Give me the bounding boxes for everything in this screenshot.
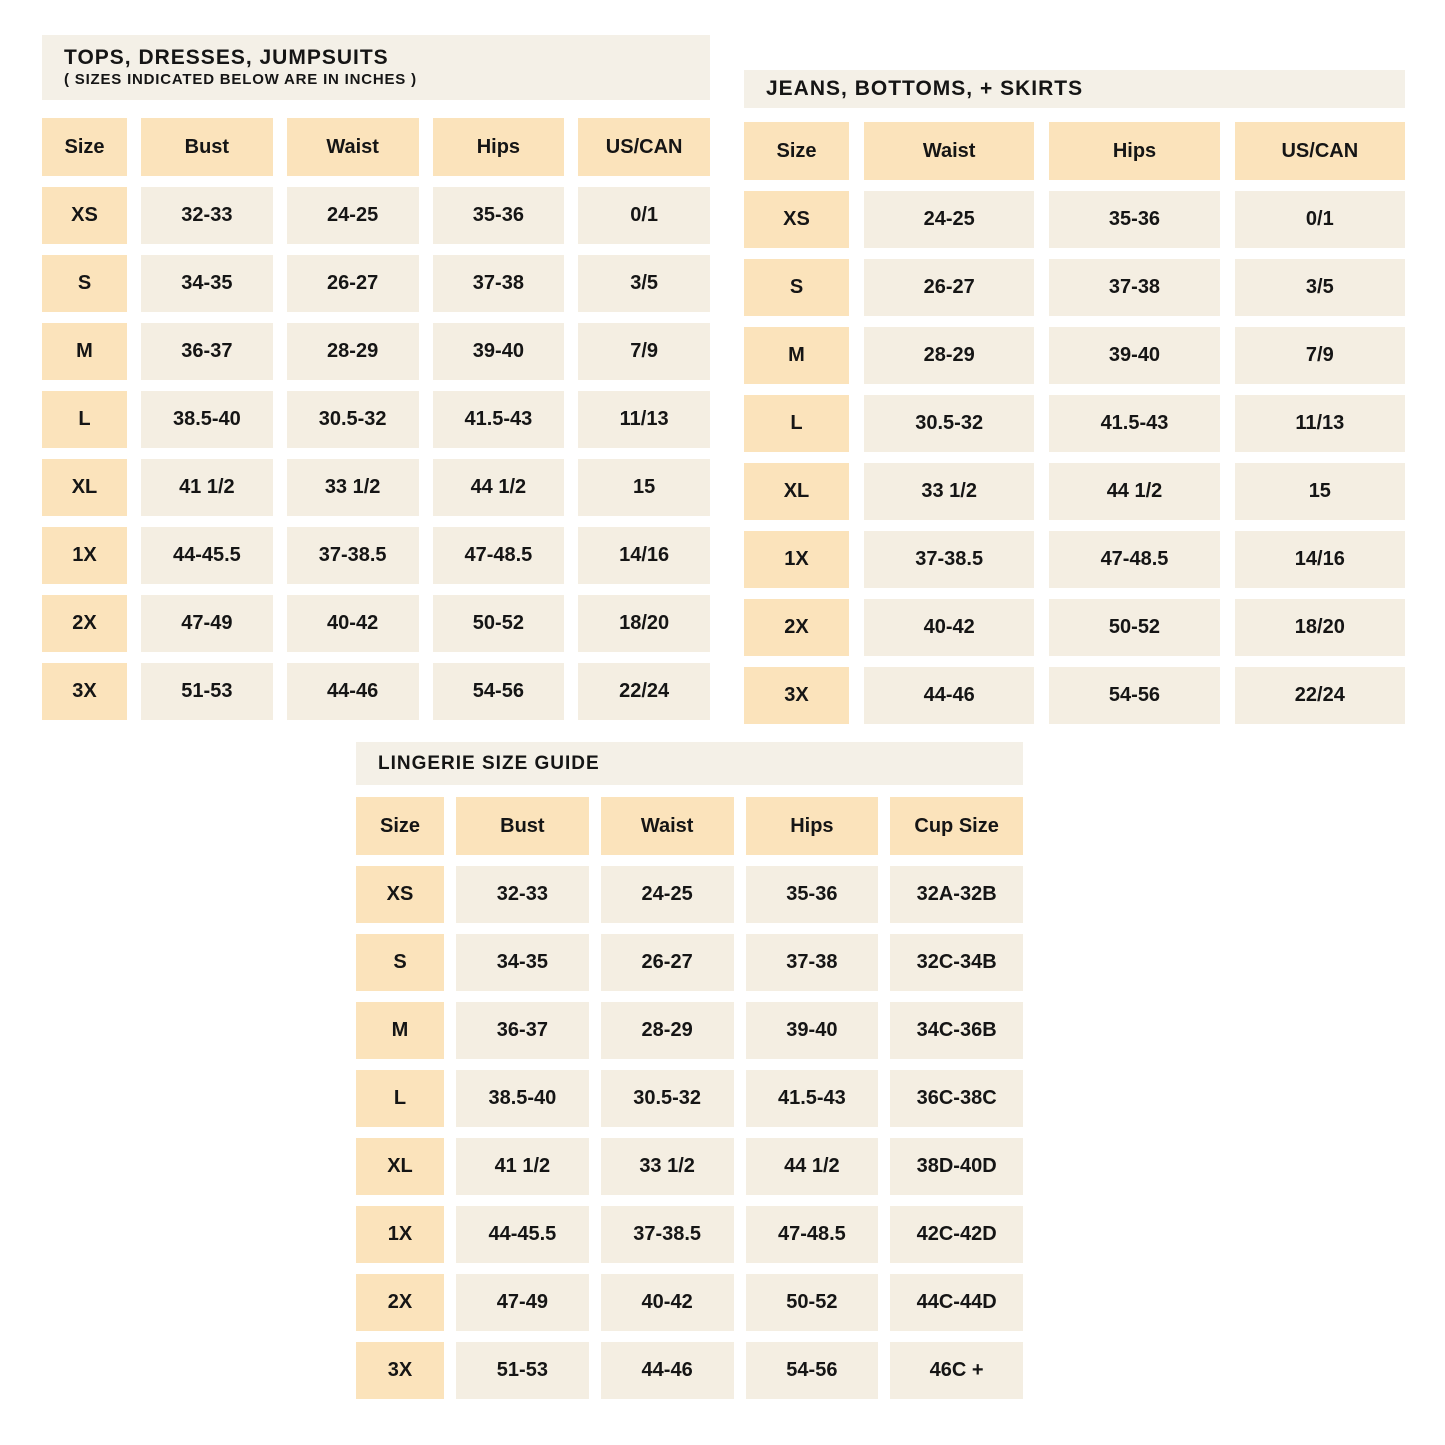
measurement-value-cell: 44 1/2 <box>1049 463 1219 520</box>
measurement-value-cell: 44-46 <box>601 1342 734 1399</box>
row-size-label-cell: M <box>42 323 127 380</box>
measurement-value-cell: 32C-34B <box>890 934 1023 991</box>
column-header-cell: Bust <box>141 118 273 176</box>
row-size-label-cell: M <box>744 327 849 384</box>
table-title: TOPS, DRESSES, JUMPSUITS <box>64 45 389 69</box>
measurement-value-cell: 28-29 <box>601 1002 734 1059</box>
table-title-band <box>356 742 1023 785</box>
measurement-value-cell: 30.5-32 <box>864 395 1034 452</box>
measurement-value-cell: 50-52 <box>1049 599 1219 656</box>
measurement-value-cell: 37-38.5 <box>287 527 419 584</box>
measurement-value-cell: 38D-40D <box>890 1138 1023 1195</box>
measurement-value-cell: 39-40 <box>433 323 565 380</box>
measurement-value-cell: 24-25 <box>601 866 734 923</box>
measurement-value-cell: 18/20 <box>1235 599 1405 656</box>
measurement-value-cell: 37-38 <box>433 255 565 312</box>
column-header-cell: US/CAN <box>1235 122 1405 180</box>
row-size-label-cell: L <box>744 395 849 452</box>
measurement-value-cell: 7/9 <box>578 323 710 380</box>
measurement-value-cell: 50-52 <box>746 1274 879 1331</box>
measurement-value-cell: 47-48.5 <box>746 1206 879 1263</box>
row-size-label-cell: XL <box>744 463 849 520</box>
measurement-value-cell: 51-53 <box>456 1342 589 1399</box>
row-size-label-cell: M <box>356 1002 444 1059</box>
row-size-label-cell: 3X <box>356 1342 444 1399</box>
measurement-value-cell: 37-38.5 <box>601 1206 734 1263</box>
size-grid <box>744 122 1405 724</box>
row-size-label-cell: S <box>356 934 444 991</box>
row-size-label-cell: S <box>744 259 849 316</box>
measurement-value-cell: 51-53 <box>141 663 273 720</box>
measurement-value-cell: 30.5-32 <box>601 1070 734 1127</box>
table-title: LINGERIE SIZE GUIDE <box>378 752 600 774</box>
row-size-label-cell: 3X <box>42 663 127 720</box>
measurement-value-cell: 0/1 <box>1235 191 1405 248</box>
measurement-value-cell: 41.5-43 <box>1049 395 1219 452</box>
measurement-value-cell: 22/24 <box>578 663 710 720</box>
measurement-value-cell: 37-38 <box>1049 259 1219 316</box>
measurement-value-cell: 37-38 <box>746 934 879 991</box>
table-title-band <box>744 70 1405 108</box>
row-size-label-cell: 2X <box>42 595 127 652</box>
measurement-value-cell: 38.5-40 <box>456 1070 589 1127</box>
measurement-value-cell: 28-29 <box>287 323 419 380</box>
size-table-jeans-bottoms-skirts <box>744 70 1405 724</box>
row-size-label-cell: XS <box>42 187 127 244</box>
column-header-cell: Cup Size <box>890 797 1023 855</box>
measurement-value-cell: 26-27 <box>864 259 1034 316</box>
size-table-lingerie <box>356 742 1023 1399</box>
measurement-value-cell: 39-40 <box>746 1002 879 1059</box>
measurement-value-cell: 36C-38C <box>890 1070 1023 1127</box>
measurement-value-cell: 35-36 <box>1049 191 1219 248</box>
measurement-value-cell: 14/16 <box>1235 531 1405 588</box>
measurement-value-cell: 54-56 <box>746 1342 879 1399</box>
measurement-value-cell: 15 <box>578 459 710 516</box>
measurement-value-cell: 47-48.5 <box>1049 531 1219 588</box>
measurement-value-cell: 11/13 <box>1235 395 1405 452</box>
measurement-value-cell: 38.5-40 <box>141 391 273 448</box>
measurement-value-cell: 15 <box>1235 463 1405 520</box>
measurement-value-cell: 32A-32B <box>890 866 1023 923</box>
measurement-value-cell: 42C-42D <box>890 1206 1023 1263</box>
measurement-value-cell: 32-33 <box>456 866 589 923</box>
row-size-label-cell: 1X <box>744 531 849 588</box>
measurement-value-cell: 44-46 <box>287 663 419 720</box>
measurement-value-cell: 34C-36B <box>890 1002 1023 1059</box>
measurement-value-cell: 41.5-43 <box>433 391 565 448</box>
row-size-label-cell: XS <box>744 191 849 248</box>
measurement-value-cell: 40-42 <box>864 599 1034 656</box>
measurement-value-cell: 26-27 <box>601 934 734 991</box>
row-size-label-cell: L <box>42 391 127 448</box>
measurement-value-cell: 40-42 <box>601 1274 734 1331</box>
column-header-cell: Hips <box>746 797 879 855</box>
row-size-label-cell: XS <box>356 866 444 923</box>
row-size-label-cell: L <box>356 1070 444 1127</box>
measurement-value-cell: 37-38.5 <box>864 531 1034 588</box>
size-grid <box>356 797 1023 1399</box>
row-size-label-cell: 3X <box>744 667 849 724</box>
measurement-value-cell: 28-29 <box>864 327 1034 384</box>
table-subtitle: ( SIZES INDICATED BELOW ARE IN INCHES ) <box>64 70 417 88</box>
measurement-value-cell: 24-25 <box>864 191 1034 248</box>
row-size-label-cell: 2X <box>356 1274 444 1331</box>
measurement-value-cell: 44C-44D <box>890 1274 1023 1331</box>
measurement-value-cell: 41.5-43 <box>746 1070 879 1127</box>
measurement-value-cell: 35-36 <box>433 187 565 244</box>
measurement-value-cell: 30.5-32 <box>287 391 419 448</box>
row-size-label-cell: 1X <box>356 1206 444 1263</box>
measurement-value-cell: 11/13 <box>578 391 710 448</box>
measurement-value-cell: 18/20 <box>578 595 710 652</box>
measurement-value-cell: 44-45.5 <box>141 527 273 584</box>
column-header-cell: Waist <box>864 122 1034 180</box>
measurement-value-cell: 44 1/2 <box>746 1138 879 1195</box>
measurement-value-cell: 33 1/2 <box>864 463 1034 520</box>
measurement-value-cell: 44-45.5 <box>456 1206 589 1263</box>
measurement-value-cell: 0/1 <box>578 187 710 244</box>
measurement-value-cell: 44 1/2 <box>433 459 565 516</box>
column-header-cell: Hips <box>433 118 565 176</box>
measurement-value-cell: 39-40 <box>1049 327 1219 384</box>
measurement-value-cell: 7/9 <box>1235 327 1405 384</box>
table-title-band <box>42 35 710 100</box>
measurement-value-cell: 54-56 <box>1049 667 1219 724</box>
measurement-value-cell: 32-33 <box>141 187 273 244</box>
row-size-label-cell: 1X <box>42 527 127 584</box>
measurement-value-cell: 36-37 <box>141 323 273 380</box>
column-header-cell: US/CAN <box>578 118 710 176</box>
row-size-label-cell: 2X <box>744 599 849 656</box>
measurement-value-cell: 44-46 <box>864 667 1034 724</box>
measurement-value-cell: 34-35 <box>141 255 273 312</box>
measurement-value-cell: 33 1/2 <box>287 459 419 516</box>
measurement-value-cell: 22/24 <box>1235 667 1405 724</box>
measurement-value-cell: 47-48.5 <box>433 527 565 584</box>
measurement-value-cell: 46C + <box>890 1342 1023 1399</box>
measurement-value-cell: 54-56 <box>433 663 565 720</box>
size-table-tops-dresses-jumpsuits <box>42 35 710 720</box>
measurement-value-cell: 3/5 <box>1235 259 1405 316</box>
column-header-cell: Size <box>356 797 444 855</box>
measurement-value-cell: 33 1/2 <box>601 1138 734 1195</box>
measurement-value-cell: 24-25 <box>287 187 419 244</box>
row-size-label-cell: XL <box>356 1138 444 1195</box>
measurement-value-cell: 34-35 <box>456 934 589 991</box>
row-size-label-cell: XL <box>42 459 127 516</box>
row-size-label-cell: S <box>42 255 127 312</box>
measurement-value-cell: 35-36 <box>746 866 879 923</box>
measurement-value-cell: 3/5 <box>578 255 710 312</box>
column-header-cell: Waist <box>601 797 734 855</box>
column-header-cell: Waist <box>287 118 419 176</box>
column-header-cell: Hips <box>1049 122 1219 180</box>
table-title: JEANS, BOTTOMS, + SKIRTS <box>766 76 1084 100</box>
measurement-value-cell: 40-42 <box>287 595 419 652</box>
column-header-cell: Bust <box>456 797 589 855</box>
measurement-value-cell: 26-27 <box>287 255 419 312</box>
measurement-value-cell: 14/16 <box>578 527 710 584</box>
measurement-value-cell: 36-37 <box>456 1002 589 1059</box>
column-header-cell: Size <box>42 118 127 176</box>
measurement-value-cell: 41 1/2 <box>141 459 273 516</box>
measurement-value-cell: 47-49 <box>456 1274 589 1331</box>
size-grid <box>42 118 710 720</box>
measurement-value-cell: 47-49 <box>141 595 273 652</box>
column-header-cell: Size <box>744 122 849 180</box>
measurement-value-cell: 41 1/2 <box>456 1138 589 1195</box>
measurement-value-cell: 50-52 <box>433 595 565 652</box>
